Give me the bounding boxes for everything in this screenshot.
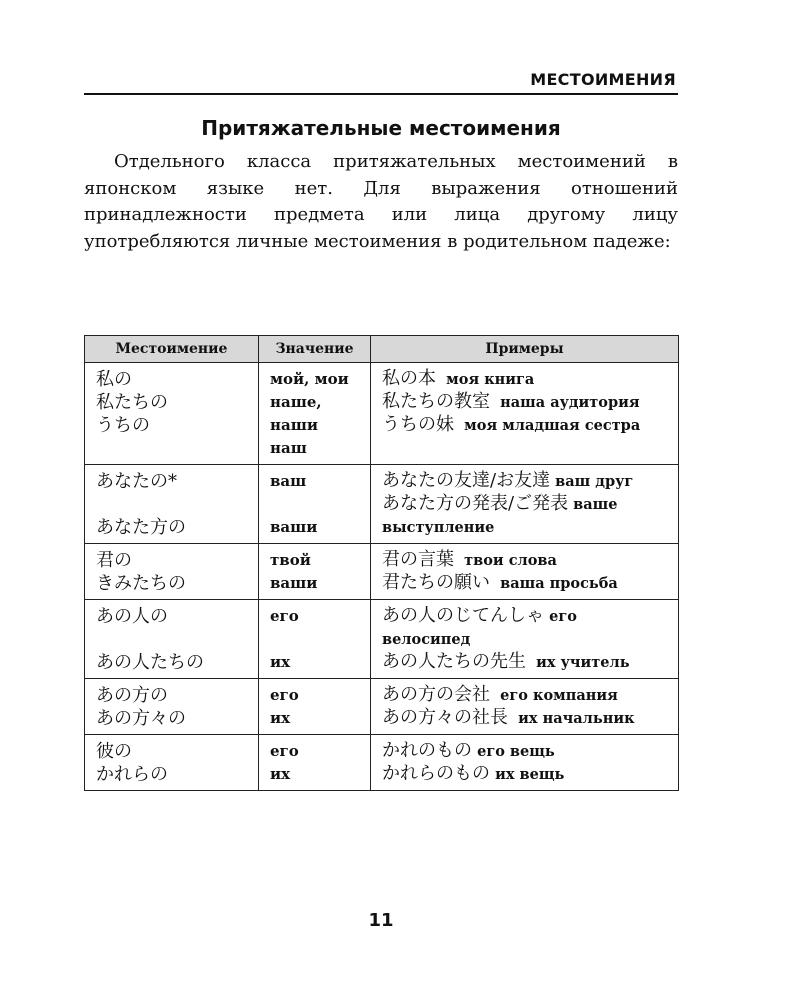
example-translation: его компания: [500, 687, 618, 704]
meaning-cell: [259, 735, 371, 791]
example-japanese: かれのもの: [382, 740, 472, 761]
example-translation: ваше выступление: [382, 496, 618, 536]
example-translation: твои слова: [464, 552, 557, 569]
meaning: ваши: [270, 574, 318, 592]
table-row: [85, 600, 679, 679]
example-japanese: あの人のじてんしゃ: [382, 605, 544, 626]
example-translation: их начальник: [518, 710, 635, 727]
example-translation: их вещь: [495, 766, 565, 783]
column-header-pronoun: Местоимение: [85, 336, 259, 363]
example-japanese: 君たちの願い: [382, 572, 490, 593]
example-translation: ваш друг: [555, 473, 634, 490]
examples-cell: [371, 544, 679, 600]
column-header-examples: Примеры: [371, 336, 679, 363]
examples-cell: [371, 363, 679, 465]
example-translation: ваша просьба: [500, 575, 618, 592]
header-divider: [84, 93, 678, 95]
pronoun: きみたちの: [96, 573, 186, 594]
examples-cell: [371, 735, 679, 791]
pronoun: 私たちの: [96, 392, 168, 413]
table-row: [85, 363, 679, 465]
pronoun-cell: [85, 465, 259, 544]
example-japanese: あの人たちの先生: [382, 651, 526, 672]
example-japanese: 君の言葉: [382, 549, 454, 570]
meaning: наши: [270, 416, 318, 434]
meaning: его: [270, 742, 299, 760]
meaning: ваш: [270, 472, 307, 490]
table-header-row: [85, 336, 679, 363]
table-row: [85, 735, 679, 791]
example-translation: его велосипед: [382, 608, 577, 648]
meaning: мой, мои: [270, 370, 349, 388]
pronoun: あの人たちの: [96, 652, 204, 673]
example-japanese: あなたの友達/お友達: [382, 470, 551, 491]
intro-paragraph: Отдельного класса притяжательных местоимений в японском языке нет. Для выражения отношений принадлежности предмета или лица другому лицу употребляются личные местоимения в родительном падеже:: [84, 151, 678, 252]
examples-cell: [371, 465, 679, 544]
example: [382, 740, 668, 763]
meaning: его: [270, 686, 299, 704]
meaning: их: [270, 653, 291, 671]
pronoun-cell: [85, 600, 259, 679]
example-japanese: 私の本: [382, 368, 436, 389]
meaning: наше,: [270, 393, 322, 411]
example-japanese: うちの妹: [382, 414, 454, 435]
example-japanese: あの方の会社: [382, 684, 490, 705]
page-number: 11: [368, 910, 394, 931]
example: [382, 651, 668, 674]
example-translation: наша аудитория: [500, 394, 640, 411]
meaning-cell: [259, 679, 371, 735]
pronoun: かれらの: [96, 764, 168, 785]
example: [382, 493, 668, 539]
table-row: [85, 544, 679, 600]
pronoun-table: [84, 335, 679, 791]
pronoun: あの方々の: [96, 708, 186, 729]
pronoun-cell: [85, 544, 259, 600]
table-row: [85, 465, 679, 544]
pronoun: 彼の: [96, 741, 132, 762]
examples-cell: [371, 679, 679, 735]
meaning: их: [270, 765, 291, 783]
pronoun-cell: [85, 735, 259, 791]
example-japanese: あの方々の社長: [382, 707, 508, 728]
examples-cell: [371, 600, 679, 679]
table-row: [85, 679, 679, 735]
example-japanese: 私たちの教室: [382, 391, 490, 412]
example: [382, 572, 668, 595]
example-translation: его вещь: [477, 743, 555, 760]
meaning: наш: [270, 439, 307, 457]
example-translation: моя книга: [446, 371, 535, 388]
meaning-cell: [259, 465, 371, 544]
example: [382, 368, 668, 391]
example: [382, 391, 668, 414]
pronoun-cell: [85, 679, 259, 735]
example-translation: моя младшая сестра: [464, 417, 641, 434]
example: [382, 763, 668, 786]
meaning-cell: [259, 600, 371, 679]
meaning: твой: [270, 551, 311, 569]
running-header: МЕСТОИМЕНИЯ: [530, 70, 676, 89]
example-translation: их учитель: [536, 654, 630, 671]
meaning: его: [270, 607, 299, 625]
example: [382, 684, 668, 707]
meaning: ваши: [270, 518, 318, 536]
example: [382, 605, 668, 651]
example: [382, 470, 668, 493]
pronoun: あなた方の: [96, 517, 186, 538]
pronoun: あの方の: [96, 685, 168, 706]
meaning: их: [270, 709, 291, 727]
pronoun: うちの: [96, 415, 150, 436]
pronoun-cell: [85, 363, 259, 465]
meaning-cell: [259, 544, 371, 600]
pronoun: 君の: [96, 550, 132, 571]
example: [382, 707, 668, 730]
example: [382, 414, 668, 437]
meaning-cell: [259, 363, 371, 465]
section-title: Притяжательные местоимения: [201, 116, 561, 140]
example-japanese: かれらのもの: [382, 763, 490, 784]
column-header-meaning: Значение: [259, 336, 371, 363]
example-japanese: あなた方の発表/ご発表: [382, 493, 569, 514]
example: [382, 549, 668, 572]
pronoun: あの人の: [96, 606, 168, 627]
pronoun: あなたの*: [96, 471, 177, 492]
pronoun: 私の: [96, 369, 132, 390]
